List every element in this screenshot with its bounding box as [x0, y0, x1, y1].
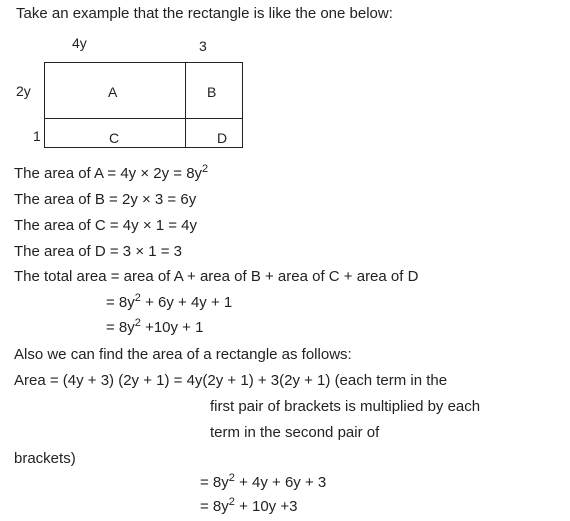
- total-simplified-line: [106, 319, 203, 337]
- area-c-line: The area of C = 4y × 1 = 4y: [14, 217, 198, 234]
- area-expansion-line: Area = (4y + 3) (2y + 1) = 4y(2y + 1) + 3(2y + 1) (each term in the: [14, 372, 448, 389]
- result-final-b: + 10y +3: [234, 498, 298, 515]
- area-b-line: The area of B = 2y × 3 = 6y: [14, 191, 197, 208]
- total-simplified-a: = 8y: [106, 319, 135, 336]
- explanation-line-1: first pair of brackets is multiplied by each: [210, 398, 481, 415]
- vertical-divider: [185, 63, 186, 147]
- side-label-1: 1: [33, 128, 41, 144]
- top-label-4y: 4y: [72, 35, 87, 51]
- horizontal-divider: [45, 118, 242, 119]
- total-expansion-exponent: 2: [134, 292, 141, 304]
- total-simplified-exponent: 2: [134, 317, 141, 329]
- explanation-line-3: brackets): [14, 450, 76, 467]
- cell-b-label: B: [207, 84, 217, 100]
- rectangle-grid: [44, 62, 243, 148]
- result-expansion-exponent: 2: [228, 472, 235, 484]
- result-final-line: [200, 498, 297, 516]
- explanation-line-2: term in the second pair of: [210, 424, 380, 441]
- cell-a-label: A: [108, 84, 118, 100]
- also-line: Also we can find the area of a rectangle as follows:: [14, 346, 352, 363]
- cell-d-label: D: [217, 130, 228, 146]
- total-expansion-b: + 6y + 4y + 1: [140, 294, 233, 311]
- result-final-a: = 8y: [200, 498, 229, 515]
- total-expansion-a: = 8y: [106, 294, 135, 311]
- side-label-2y: 2y: [16, 83, 31, 99]
- area-d-line: The area of D = 3 × 1 = 3: [14, 243, 183, 260]
- result-final-exponent: 2: [228, 496, 235, 508]
- top-label-3: 3: [199, 38, 207, 54]
- intro-text: Take an example that the rectangle is like the one below:: [16, 5, 393, 22]
- area-a-line: [14, 165, 208, 183]
- cell-c-label: C: [109, 130, 120, 146]
- area-a-text: The area of A = 4y × 2y = 8y: [14, 165, 203, 182]
- area-a-exponent: 2: [202, 163, 209, 175]
- result-expansion-a: = 8y: [200, 474, 229, 491]
- total-area-line: The total area = area of A + area of B + area of C + area of D: [14, 268, 419, 285]
- total-simplified-b: +10y + 1: [140, 319, 204, 336]
- result-expansion-b: + 4y + 6y + 3: [234, 474, 327, 491]
- result-expansion-line: [200, 474, 326, 492]
- total-expansion-line: [106, 294, 232, 312]
